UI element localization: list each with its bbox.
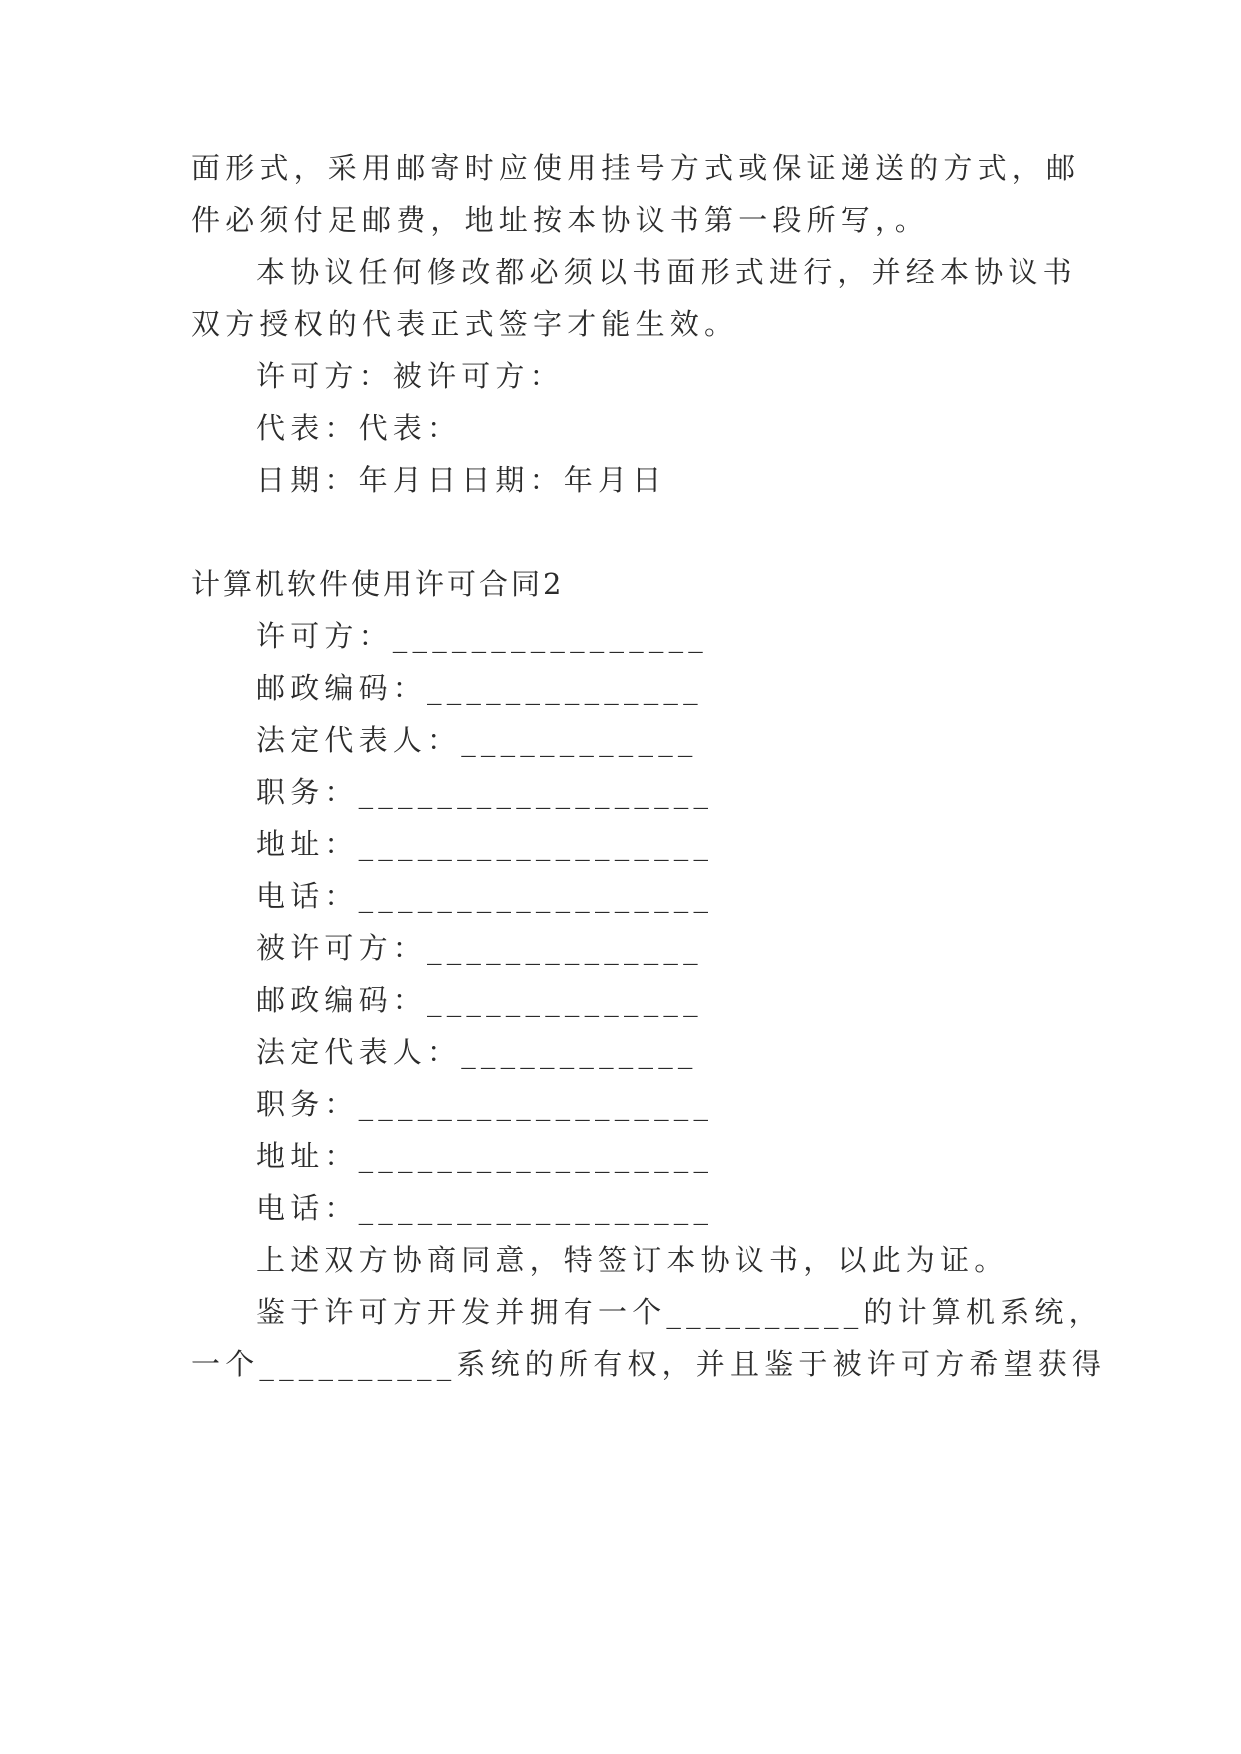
signature-dates: 日期：年月日日期：年月日 [256,463,667,497]
paragraph-notice-line-2: 件必须付足邮费，地址按本协议书第一段所写，。 [191,203,929,237]
licensee-name-field: 被许可方：______________ [256,931,703,965]
agreement-statement: 上述双方协商同意，特签订本协议书，以此为证。 [256,1243,1009,1277]
licensor-position-field: 职务：__________________ [256,775,714,809]
licensee-position-field: 职务：__________________ [256,1087,714,1121]
signature-parties: 许可方：被许可方： [256,359,564,393]
paragraph-amendment-line-1: 本协议任何修改都必须以书面形式进行，并经本协议书 [256,255,1077,289]
licensee-postcode-field: 邮政编码：______________ [256,983,703,1017]
recital-line-2: 一个__________系统的所有权，并且鉴于被许可方希望获得 [191,1347,1107,1381]
licensee-address-field: 地址：__________________ [256,1139,714,1173]
signature-representatives: 代表：代表： [256,411,462,445]
licensor-name-field: 许可方：________________ [256,619,709,653]
licensor-legal-rep-field: 法定代表人：____________ [256,723,698,757]
recital-line-1: 鉴于许可方开发并拥有一个__________的计算机系统， [256,1295,1103,1329]
licensee-legal-rep-field: 法定代表人：____________ [256,1035,698,1069]
licensor-postcode-field: 邮政编码：______________ [256,671,703,705]
licensor-address-field: 地址：__________________ [256,827,714,861]
licensee-phone-field: 电话：__________________ [256,1191,714,1225]
licensor-phone-field: 电话：__________________ [256,879,714,913]
contract-title: 计算机软件使用许可合同2 [191,567,565,601]
paragraph-amendment-line-2: 双方授权的代表正式签字才能生效。 [191,307,739,341]
paragraph-notice-line-1: 面形式，采用邮寄时应使用挂号方式或保证递送的方式，邮 [191,151,1081,185]
